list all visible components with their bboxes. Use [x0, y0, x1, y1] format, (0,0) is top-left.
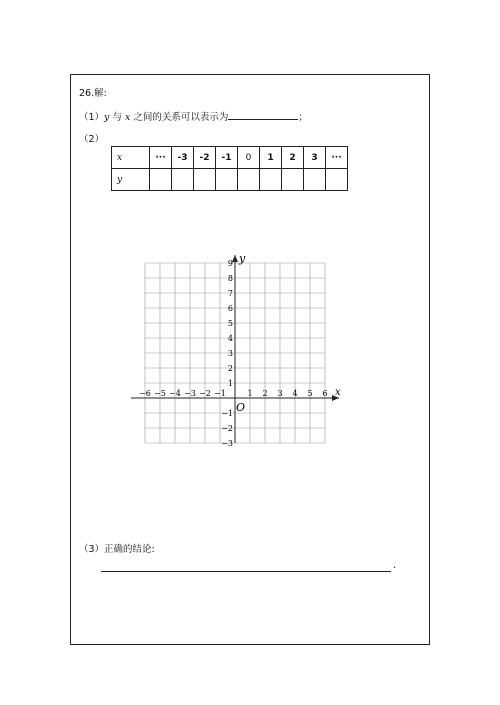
y-axis-label: y — [239, 253, 246, 265]
table-cell-x: 1 — [260, 147, 282, 169]
table-cell-y[interactable] — [172, 169, 194, 191]
table-header-x: x — [112, 147, 150, 169]
x-tick-label: −6 — [139, 389, 151, 398]
table-cell-x: -3 — [172, 147, 194, 169]
table-cell-x: ··· — [326, 147, 348, 169]
var-y: y — [104, 112, 110, 123]
y-tick-label: 8 — [227, 274, 233, 283]
table-cell-y[interactable] — [238, 169, 260, 191]
table-cell-x: -1 — [216, 147, 238, 169]
table-cell-x: ··· — [150, 147, 172, 169]
x-tick-label: −4 — [169, 389, 181, 398]
part3-answer-line[interactable] — [101, 571, 391, 572]
y-tick-label: 3 — [227, 349, 233, 358]
table-row-y — [112, 169, 348, 191]
table-cell-y[interactable] — [282, 169, 304, 191]
values-table — [111, 146, 348, 191]
part1-line — [79, 109, 308, 123]
origin-label: O — [236, 401, 246, 414]
table-cell-y[interactable] — [150, 169, 172, 191]
x-tick-label: −2 — [199, 389, 211, 398]
table-cell-x: 0 — [238, 147, 260, 169]
x-tick-label: 3 — [277, 389, 283, 398]
y-tick-label: −2 — [221, 424, 233, 433]
coordinate-grid[interactable] — [131, 253, 361, 453]
part1-text-1: 与 — [109, 112, 125, 123]
y-tick-label: −3 — [221, 439, 233, 448]
question-number: 26.解: — [79, 88, 107, 99]
part1-answer-blank[interactable] — [228, 110, 298, 120]
table-cell-x: 2 — [282, 147, 304, 169]
x-tick-label: −3 — [184, 389, 196, 398]
x-tick-label: 5 — [307, 389, 313, 398]
table-cell-y[interactable] — [326, 169, 348, 191]
table-cell-y[interactable] — [304, 169, 326, 191]
x-axis-label: x — [335, 387, 341, 398]
y-tick-labels — [221, 259, 233, 448]
table-cell-x: 3 — [304, 147, 326, 169]
table-cell-y[interactable] — [260, 169, 282, 191]
x-tick-label: −1 — [214, 389, 226, 398]
answer-sheet — [70, 74, 430, 645]
table-cell-y[interactable] — [194, 169, 216, 191]
y-tick-label: 7 — [227, 289, 233, 298]
part3-label: （3）正确的结论: — [79, 544, 155, 555]
y-tick-label: 9 — [227, 259, 233, 268]
y-tick-label: 5 — [227, 319, 233, 328]
table-cell-y[interactable] — [216, 169, 238, 191]
part3-end-mark: . — [393, 560, 397, 571]
y-tick-label: 1 — [227, 379, 233, 388]
part1-text-2: 之间的关系可以表示为 — [130, 112, 229, 123]
table-row-x — [112, 147, 348, 169]
y-tick-label: 2 — [227, 364, 233, 373]
part1-prefix: （1） — [79, 112, 105, 123]
x-tick-label: 4 — [292, 389, 298, 398]
x-tick-labels — [139, 389, 327, 398]
x-tick-label: 6 — [322, 389, 328, 398]
part1-suffix: ； — [298, 112, 308, 123]
table-header-y: y — [112, 169, 150, 191]
var-x: x — [124, 112, 131, 123]
y-tick-label: −1 — [221, 409, 233, 418]
y-tick-label: 4 — [227, 334, 233, 343]
x-tick-label: 1 — [247, 389, 253, 398]
part2-label: （2） — [79, 134, 105, 145]
x-tick-label: 2 — [262, 389, 268, 398]
x-tick-label: −5 — [154, 389, 166, 398]
y-tick-label: 6 — [227, 304, 233, 313]
axes — [131, 255, 339, 443]
table-cell-x: -2 — [194, 147, 216, 169]
